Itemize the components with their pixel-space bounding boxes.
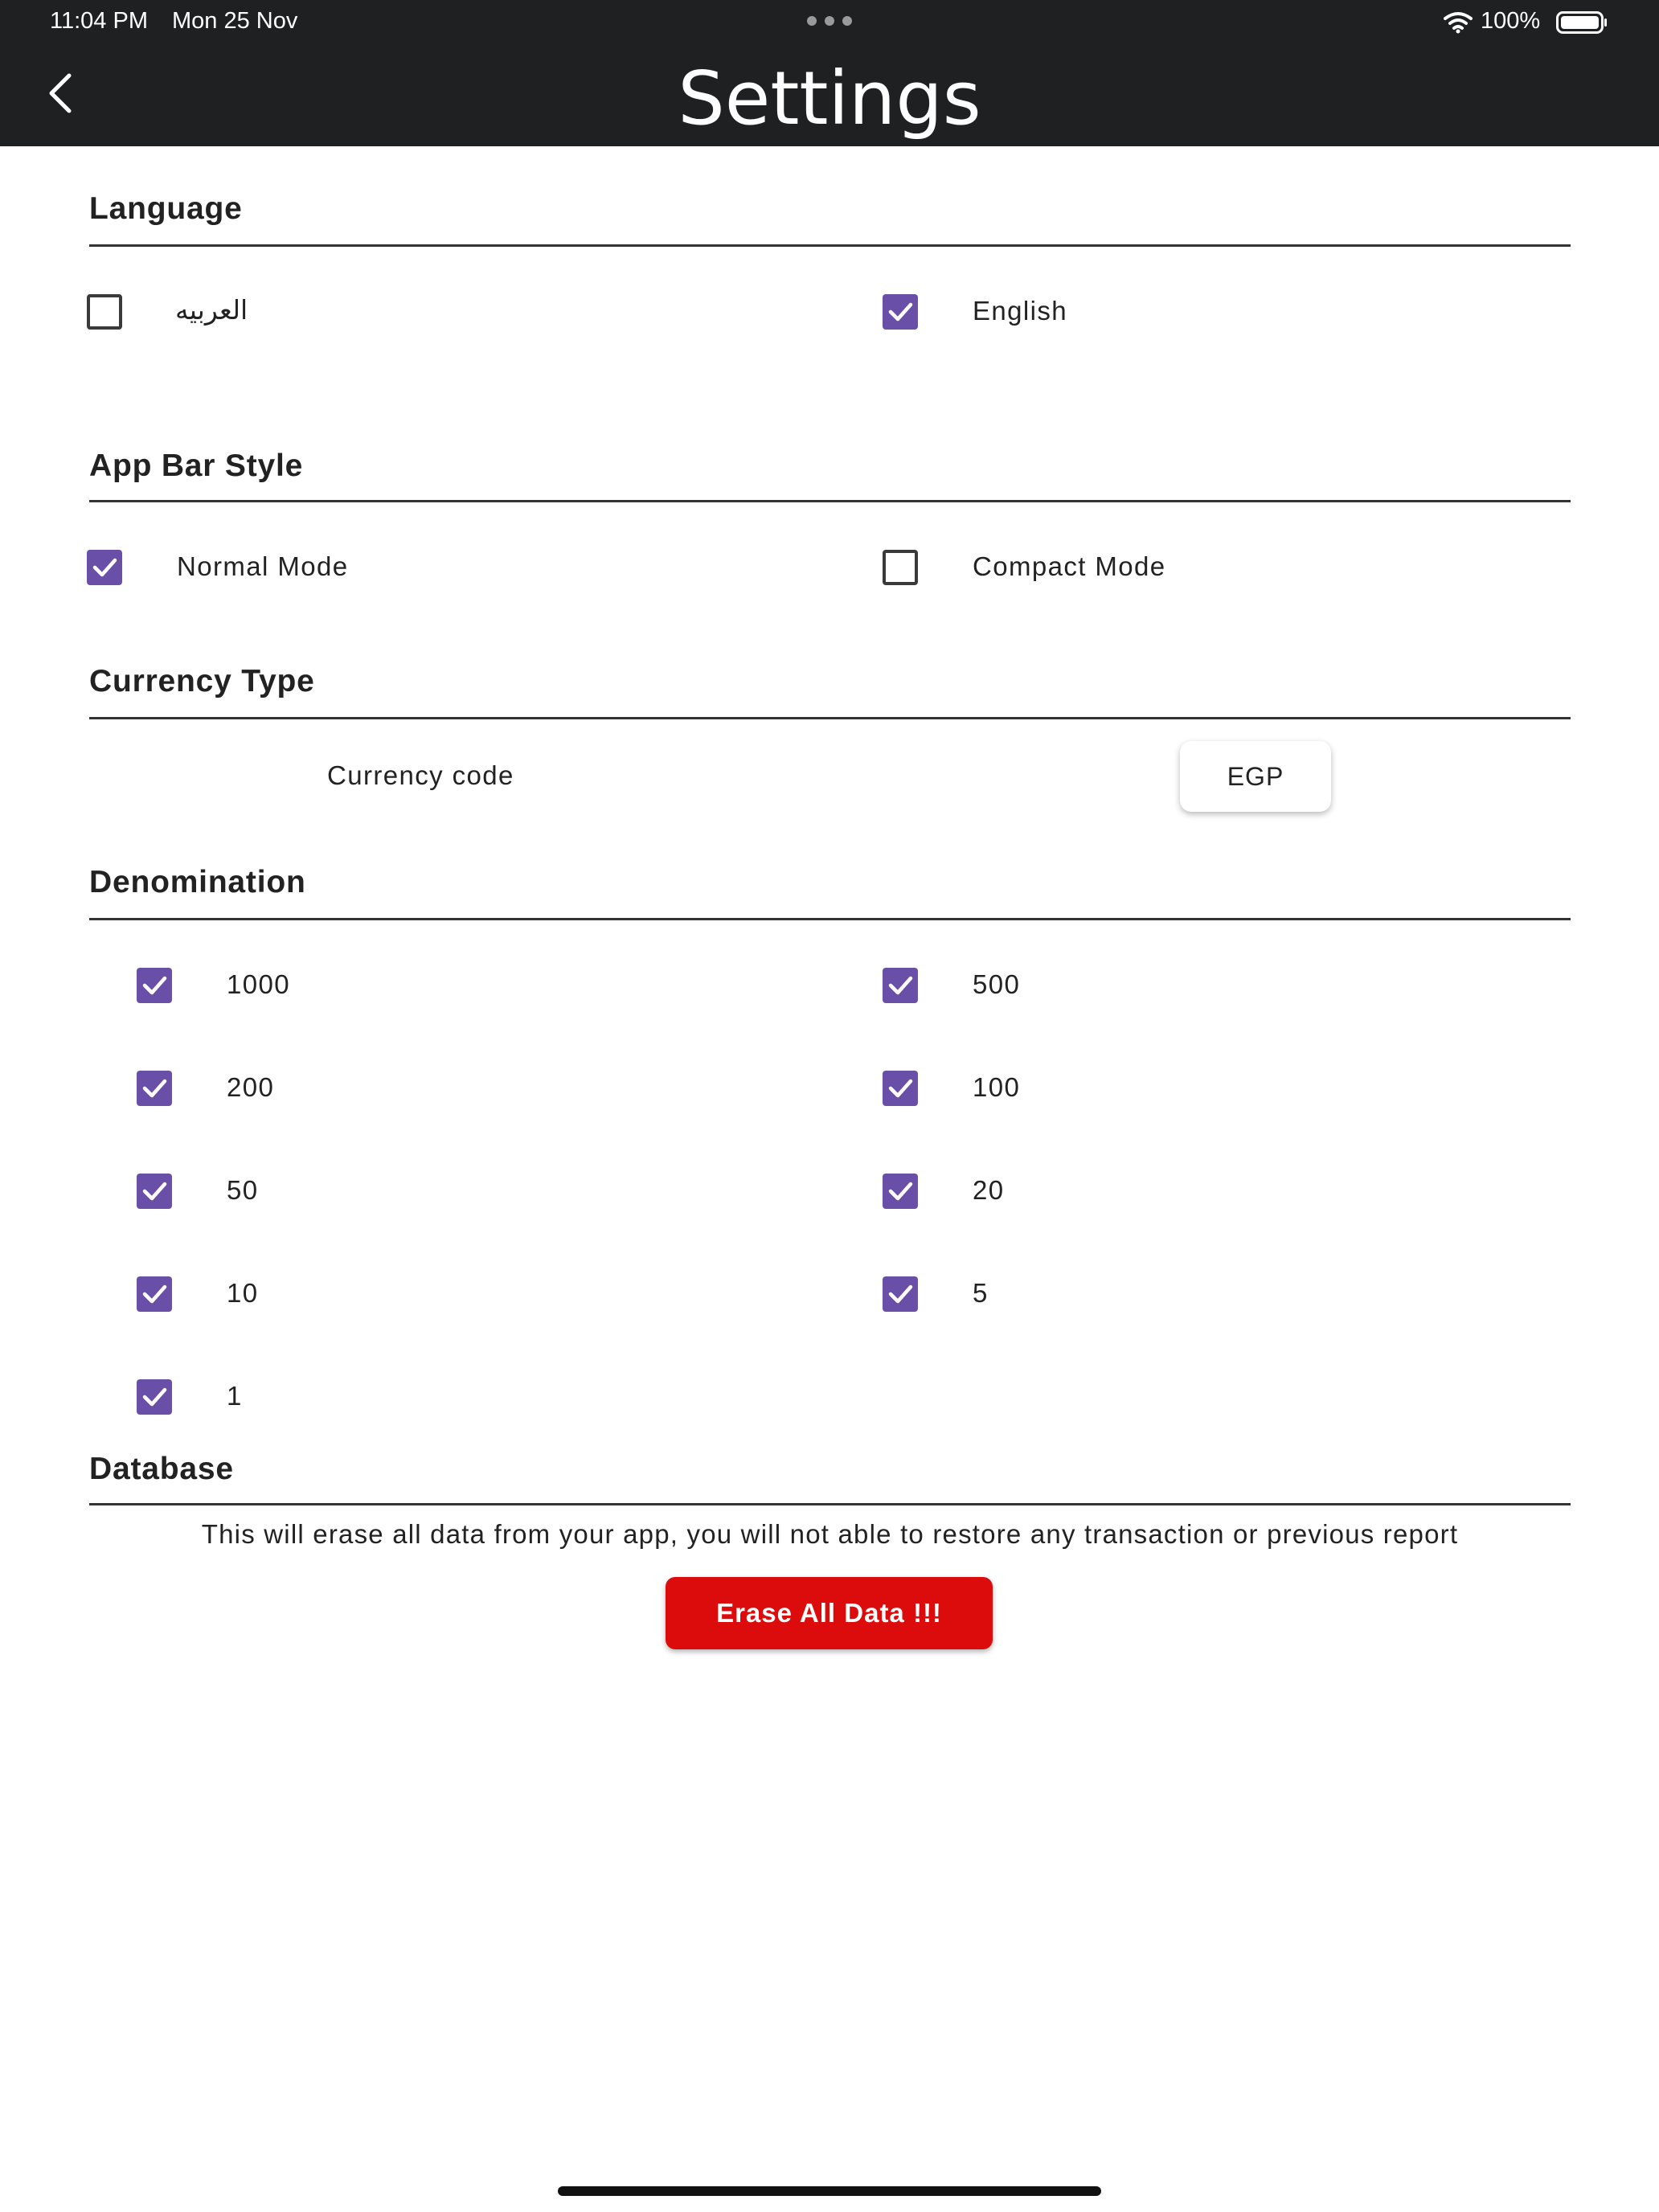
checkbox-denomination-20[interactable] bbox=[883, 1174, 918, 1209]
app-bar-style-section-title: App Bar Style bbox=[89, 449, 304, 483]
language-option-english-label: English bbox=[973, 296, 1068, 326]
page-title: Settings bbox=[678, 55, 981, 141]
battery-icon bbox=[1556, 11, 1608, 34]
status-date: Mon 25 Nov bbox=[172, 8, 298, 34]
compact-mode-label: Compact Mode bbox=[973, 551, 1166, 581]
denomination-label: 200 bbox=[227, 1072, 275, 1102]
divider bbox=[89, 500, 1571, 502]
denomination-label: 50 bbox=[227, 1175, 259, 1205]
currency-code-button[interactable]: EGP bbox=[1180, 741, 1331, 812]
checkbox-denomination-10[interactable] bbox=[137, 1276, 172, 1312]
checkbox-denomination-500[interactable] bbox=[883, 968, 918, 1003]
denomination-label: 10 bbox=[227, 1278, 259, 1308]
home-indicator bbox=[558, 2186, 1101, 2196]
denomination-label: 1 bbox=[227, 1381, 243, 1411]
divider bbox=[89, 1503, 1571, 1505]
checkbox-english[interactable] bbox=[883, 294, 918, 330]
denomination-section-title: Denomination bbox=[89, 865, 306, 899]
language-section-title: Language bbox=[89, 191, 243, 226]
database-section-title: Database bbox=[89, 1452, 234, 1486]
language-option-arabic-label: العربيه bbox=[175, 294, 248, 326]
status-time: 11:04 PM bbox=[50, 8, 148, 34]
denomination-label: 20 bbox=[973, 1175, 1005, 1205]
denomination-label: 500 bbox=[973, 969, 1021, 999]
currency-type-section-title: Currency Type bbox=[89, 664, 315, 698]
checkbox-denomination-1000[interactable] bbox=[137, 968, 172, 1003]
checkbox-denomination-5[interactable] bbox=[883, 1276, 918, 1312]
denomination-label: 5 bbox=[973, 1278, 989, 1308]
divider bbox=[89, 244, 1571, 247]
checkbox-compact-mode[interactable] bbox=[883, 550, 918, 585]
erase-all-data-button[interactable]: Erase All Data !!! bbox=[666, 1577, 993, 1649]
checkbox-denomination-100[interactable] bbox=[883, 1071, 918, 1106]
denomination-label: 1000 bbox=[227, 969, 291, 999]
erase-warning-text: This will erase all data from your app, you will not able to restore any transaction or previous report bbox=[201, 1519, 1459, 1549]
divider bbox=[89, 717, 1571, 719]
multitasking-dots-icon[interactable] bbox=[807, 16, 852, 27]
checkbox-denomination-50[interactable] bbox=[137, 1174, 172, 1209]
denomination-label: 100 bbox=[973, 1072, 1021, 1102]
battery-percentage: 100% bbox=[1481, 8, 1541, 34]
divider bbox=[89, 918, 1571, 920]
checkbox-normal-mode[interactable] bbox=[87, 550, 122, 585]
normal-mode-label: Normal Mode bbox=[177, 551, 349, 581]
wifi-icon bbox=[1444, 11, 1473, 34]
checkbox-denomination-200[interactable] bbox=[137, 1071, 172, 1106]
checkbox-denomination-1[interactable] bbox=[137, 1379, 172, 1415]
currency-code-label: Currency code bbox=[327, 760, 514, 790]
checkbox-arabic[interactable] bbox=[87, 294, 122, 330]
